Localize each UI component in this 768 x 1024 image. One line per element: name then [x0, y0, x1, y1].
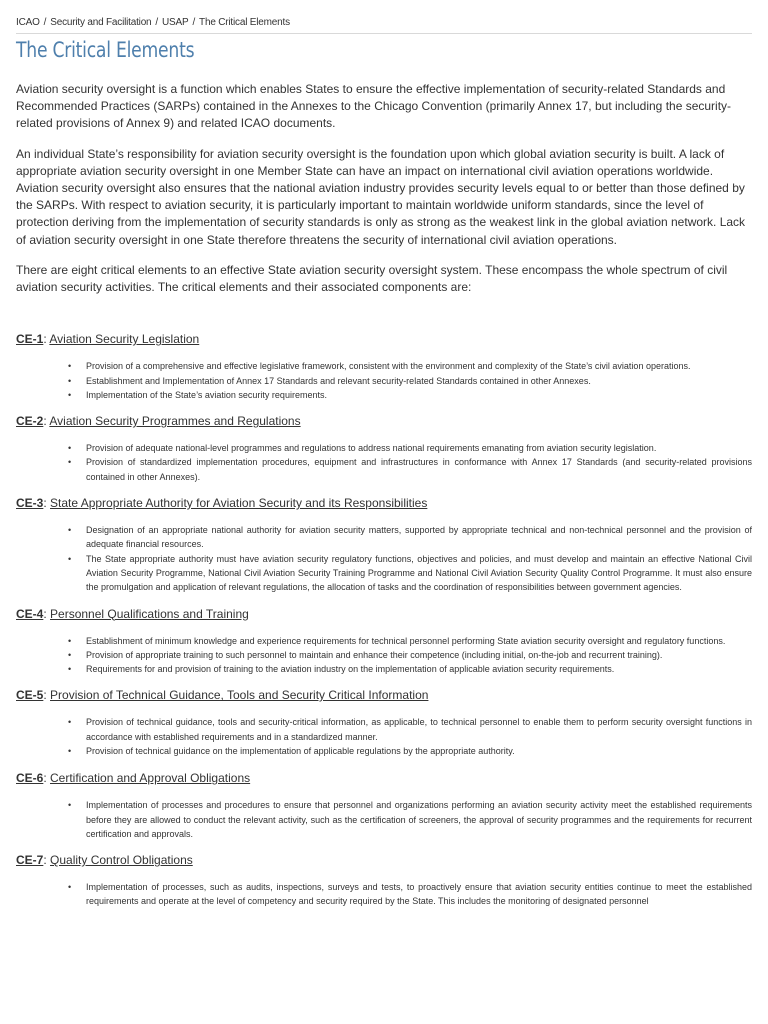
critical-element-components: [16, 880, 752, 909]
page-title: The Critical Elements: [16, 38, 195, 62]
critical-elements-list: [16, 332, 752, 909]
breadcrumb-item-usap[interactable]: USAP: [162, 17, 189, 28]
critical-element-code: CE-1: [16, 332, 44, 347]
critical-element-components: [16, 359, 752, 402]
intro-paragraph-2: An individual State’s responsibility for aviation security oversight is the foundation upon which global aviation security is built. A lack of appropriate aviation security oversight in one Member State can have an impact on international civil aviation operations worldwide. Aviation security oversight also ensures that the national aviation industry provides security levels equal to or better than those defined by the SARPs. With respect to aviation security, it is particularly important to maintain worldwide uniform standards, since the level of protection deriving from the implementation of security standards is only as strong as the weakest link in the global aviation network. Lack of aviation security oversight in one State therefore threatens the security of international civil aviation operations.: [16, 146, 746, 247]
critical-element-code: CE-5: [16, 688, 44, 703]
critical-element-heading: CE-1: Aviation Security Legislation: [16, 332, 200, 347]
component-list-item: • Provision of adequate national-level programmes and regulations to address national requirements emanating from aviation security legislation.: [86, 441, 752, 455]
component-list-item: • Implementation of processes and procedures to ensure that personnel and organizations performing an aviation security activity meet the established requirements before they are allowed to conduct the relevant activity, such as the certification of screeners, the approval of security programmes and the requirements for recurrent certification and approvals.: [86, 798, 752, 841]
component-list-item: • The State appropriate authority must have aviation security regulatory functions, objectives and policies, and must develop and maintain an effective National Civil Aviation Security Programme, National Civil Aviation Security Training Programme and National Civil Aviation Security Quality Control Programme. It must also ensure the promulgation and application of relevant regulations, the allocation of tasks and the coordination of responsibilities between government agencies.: [86, 552, 752, 595]
intro-paragraph-1: Aviation security oversight is a function which enables States to ensure the effective implementation of security-related Standards and Recommended Practices (SARPs) contained in the Annexes to the Chicago Convention (primarily Annex 17, but including the security-related provisions of Annex 9) and related ICAO documents.: [16, 82, 732, 131]
critical-element-1: [16, 332, 752, 402]
critical-element-components: [16, 523, 752, 594]
critical-element-components: [16, 634, 752, 677]
breadcrumb-separator: /: [155, 17, 159, 28]
component-list-item: • Establishment of minimum knowledge and experience requirements for technical personnel performing State aviation security oversight and regulatory functions.: [86, 634, 752, 648]
critical-element-heading: CE-5: Provision of Technical Guidance, Tools and Security Critical Information: [16, 688, 429, 703]
critical-element-3: [16, 496, 752, 594]
breadcrumb-current: The Critical Elements: [199, 17, 290, 28]
component-list-item: • Designation of an appropriate national authority for aviation security matters, supported by appropriate technical and non-technical personnel and the provision of adequate financial resources.: [86, 523, 752, 552]
breadcrumb-item-security-facilitation[interactable]: Security and Facilitation: [50, 17, 152, 28]
critical-element-4: [16, 607, 752, 677]
critical-element-components: [16, 441, 752, 484]
critical-element-6: [16, 771, 752, 841]
breadcrumb-item-icao[interactable]: ICAO: [16, 17, 40, 28]
intro-paragraph-3: There are eight critical elements to an effective State aviation security oversight system. These encompass the whole spectrum of civil aviation security activities. The critical elements and their associated components are:: [16, 262, 728, 295]
critical-element-title-link[interactable]: Aviation Security Programmes and Regulations: [49, 414, 301, 429]
component-list-item: • Provision of technical guidance on the implementation of applicable regulations by the appropriate authority.: [86, 744, 752, 758]
breadcrumb-separator: /: [43, 17, 47, 28]
critical-element-5: [16, 688, 752, 758]
critical-element-heading: CE-2: Aviation Security Programmes and Regulations: [16, 414, 301, 429]
critical-element-title-link[interactable]: Provision of Technical Guidance, Tools and Security Critical Information: [50, 688, 429, 703]
component-list-item: • Implementation of the State’s aviation security requirements.: [86, 388, 752, 402]
critical-element-title-link[interactable]: State Appropriate Authority for Aviation Security and its Responsibilities: [50, 496, 428, 511]
critical-element-code: CE-7: [16, 853, 44, 868]
critical-element-title-link[interactable]: Certification and Approval Obligations: [50, 771, 251, 786]
critical-element-code: CE-2: [16, 414, 44, 429]
critical-element-7: [16, 853, 752, 909]
component-list-item: • Establishment and Implementation of Annex 17 Standards and relevant security-related Standards contained in other Annexes.: [86, 374, 752, 388]
component-list-item: • Provision of standardized implementation procedures, equipment and infrastructures in conformance with Annex 17 Standards (and security-related provisions contained in other Annexes).: [86, 455, 752, 484]
breadcrumb-separator: /: [192, 17, 196, 28]
component-list-item: • Provision of appropriate training to such personnel to maintain and enhance their competence (including initial, on-the-job and recurrent training).: [86, 648, 752, 662]
critical-element-heading: CE-7: Quality Control Obligations: [16, 853, 193, 868]
critical-element-code: CE-3: [16, 496, 44, 511]
critical-element-title-link[interactable]: Quality Control Obligations: [50, 853, 193, 868]
component-list-item: • Requirements for and provision of training to the aviation industry on the implementation of applicable aviation security requirements.: [86, 662, 752, 676]
critical-element-components: [16, 798, 752, 841]
critical-element-title-link[interactable]: Personnel Qualifications and Training: [50, 606, 249, 621]
component-list-item: • Provision of technical guidance, tools and security-critical information, as applicable, to technical personnel to enable them to perform security oversight functions in accordance with established requirements and in a standardized manner.: [86, 715, 752, 744]
critical-element-heading: CE-3: State Appropriate Authority for Aviation Security and its Responsibilities: [16, 496, 428, 511]
critical-element-code: CE-4: [16, 606, 44, 621]
critical-element-code: CE-6: [16, 771, 44, 786]
critical-element-heading: CE-4: Personnel Qualifications and Training: [16, 606, 249, 621]
critical-element-components: [16, 715, 752, 758]
critical-element-heading: CE-6: Certification and Approval Obligations: [16, 771, 251, 786]
component-list-item: • Implementation of processes, such as audits, inspections, surveys and tests, to proactively ensure that aviation security entities continue to meet the established requirements and operate at the level of competency and security required by the State. This includes the monitoring of designated personnel: [86, 880, 752, 909]
critical-element-title-link[interactable]: Aviation Security Legislation: [49, 332, 200, 347]
critical-element-2: [16, 414, 752, 484]
component-list-item: • Provision of a comprehensive and effective legislative framework, consistent with the environment and complexity of the State’s civil aviation operations.: [86, 359, 752, 373]
breadcrumb: [16, 0, 752, 34]
